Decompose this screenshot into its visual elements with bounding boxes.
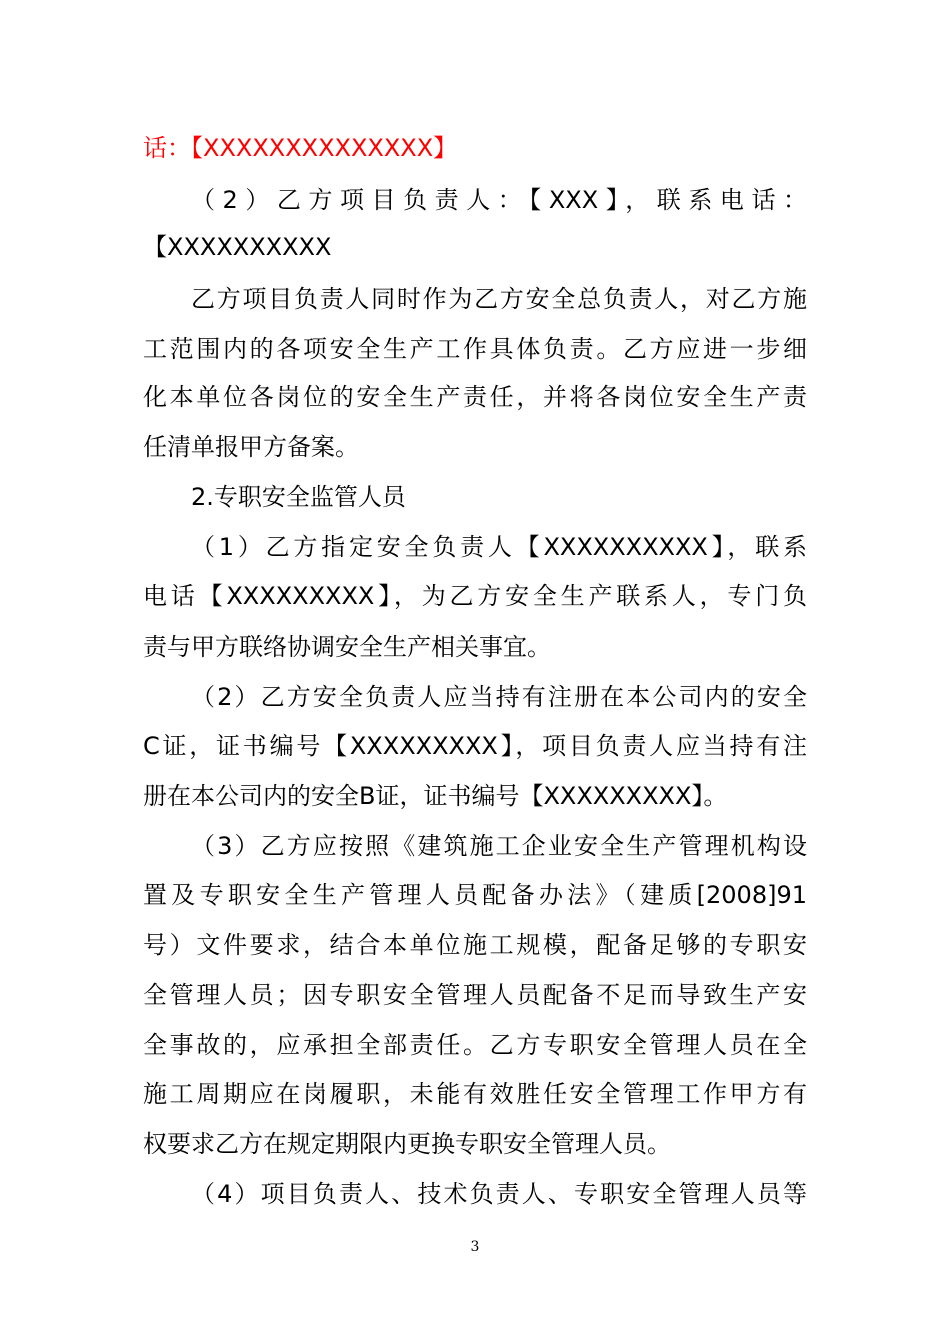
paragraph-line: C证，证书编号【XXXXXXXXX】，项目负责人应当持有注 (143, 732, 807, 760)
paragraph-line: 工范围内的各项安全生产工作具体负责。乙方应进一步细 (143, 335, 807, 363)
paragraph-line: 全管理人员；因专职安全管理人员配备不足而导致生产安 (143, 981, 807, 1009)
paragraph-line: （1）乙方指定安全负责人【XXXXXXXXXX】，联系 (191, 533, 807, 561)
section-heading: 2.专职安全监管人员 (191, 483, 406, 511)
paragraph-line: 号）文件要求，结合本单位施工规模，配备足够的专职安 (143, 931, 807, 959)
paragraph-line: （3）乙方应按照《建筑施工企业安全生产管理机构设 (191, 832, 807, 860)
paragraph-line: 任清单报甲方备案。 (143, 433, 359, 461)
paragraph-line: （2）乙方项目负责人：【XXX】，联系电话： (191, 186, 807, 214)
paragraph-line: 化本单位各岗位的安全生产责任，并将各岗位安全生产责 (143, 383, 807, 411)
paragraph-line: 册在本公司内的安全B证，证书编号【XXXXXXXXX】。 (143, 782, 728, 810)
paragraph-line: （2）乙方安全负责人应当持有注册在本公司内的安全 (191, 683, 807, 711)
page-number: 3 (470, 1239, 480, 1255)
paragraph-line: 乙方项目负责人同时作为乙方安全总负责人，对乙方施 (191, 285, 807, 313)
red-contact-line: 话：【XXXXXXXXXXXXXX】 (143, 134, 458, 162)
paragraph-line: 【XXXXXXXXXX (143, 233, 332, 261)
paragraph-line: 权要求乙方在规定期限内更换专职安全管理人员。 (143, 1130, 671, 1158)
paragraph-line: （4）项目负责人、技术负责人、专职安全管理人员等 (191, 1180, 807, 1208)
paragraph-line: 责与甲方联络协调安全生产相关事宜。 (143, 633, 551, 661)
paragraph-line: 置及专职安全生产管理人员配备办法》（建质[2008]91 (143, 881, 807, 909)
paragraph-line: 施工周期应在岗履职，未能有效胜任安全管理工作甲方有 (143, 1080, 807, 1108)
paragraph-line: 全事故的，应承担全部责任。乙方专职安全管理人员在全 (143, 1031, 807, 1059)
paragraph-line: 电话【XXXXXXXXX】，为乙方安全生产联系人，专门负 (143, 582, 807, 610)
